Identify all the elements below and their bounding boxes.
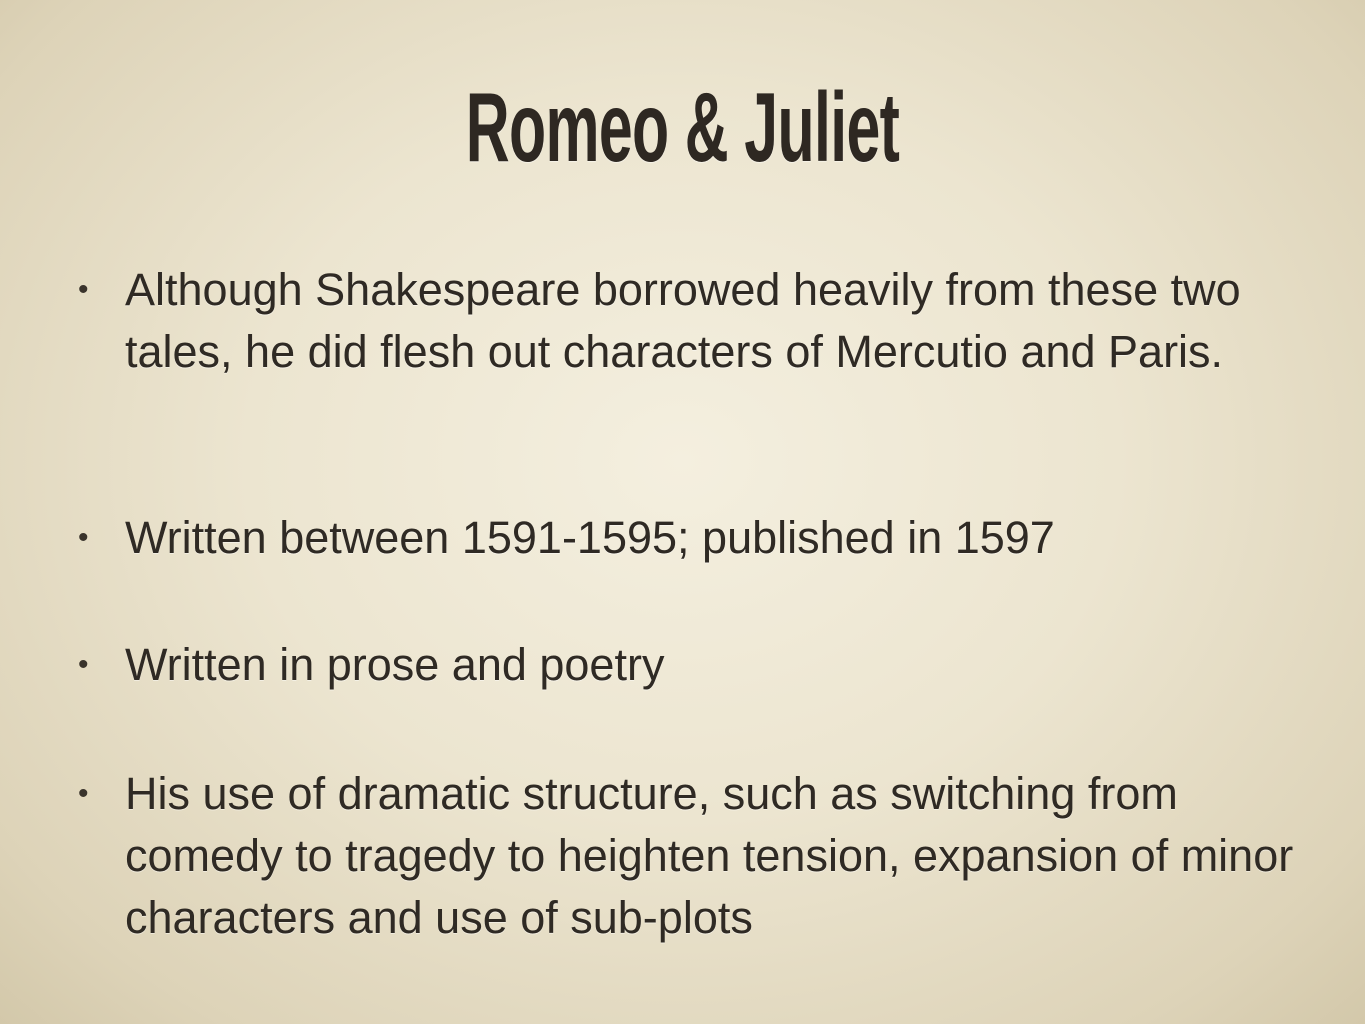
bullet-text: Written in prose and poetry — [125, 639, 665, 690]
bullet-marker: • — [78, 648, 89, 681]
bullet-text: Although Shakespeare borrowed heavily from these two tales, he did flesh out characters of Mercutio and Paris. — [125, 264, 1241, 377]
bullet-marker: • — [78, 777, 89, 810]
bullet-marker: • — [78, 521, 89, 554]
bullet-text: Written between 1591-1595; published in 1597 — [125, 512, 1055, 563]
bullet-marker: • — [78, 273, 89, 306]
slide-title: Romeo & Juliet — [465, 72, 900, 182]
bullet-text: His use of dramatic structure, such as switching from comedy to tragedy to heighten tension, expansion of minor characters and use of sub-plots — [125, 768, 1294, 943]
